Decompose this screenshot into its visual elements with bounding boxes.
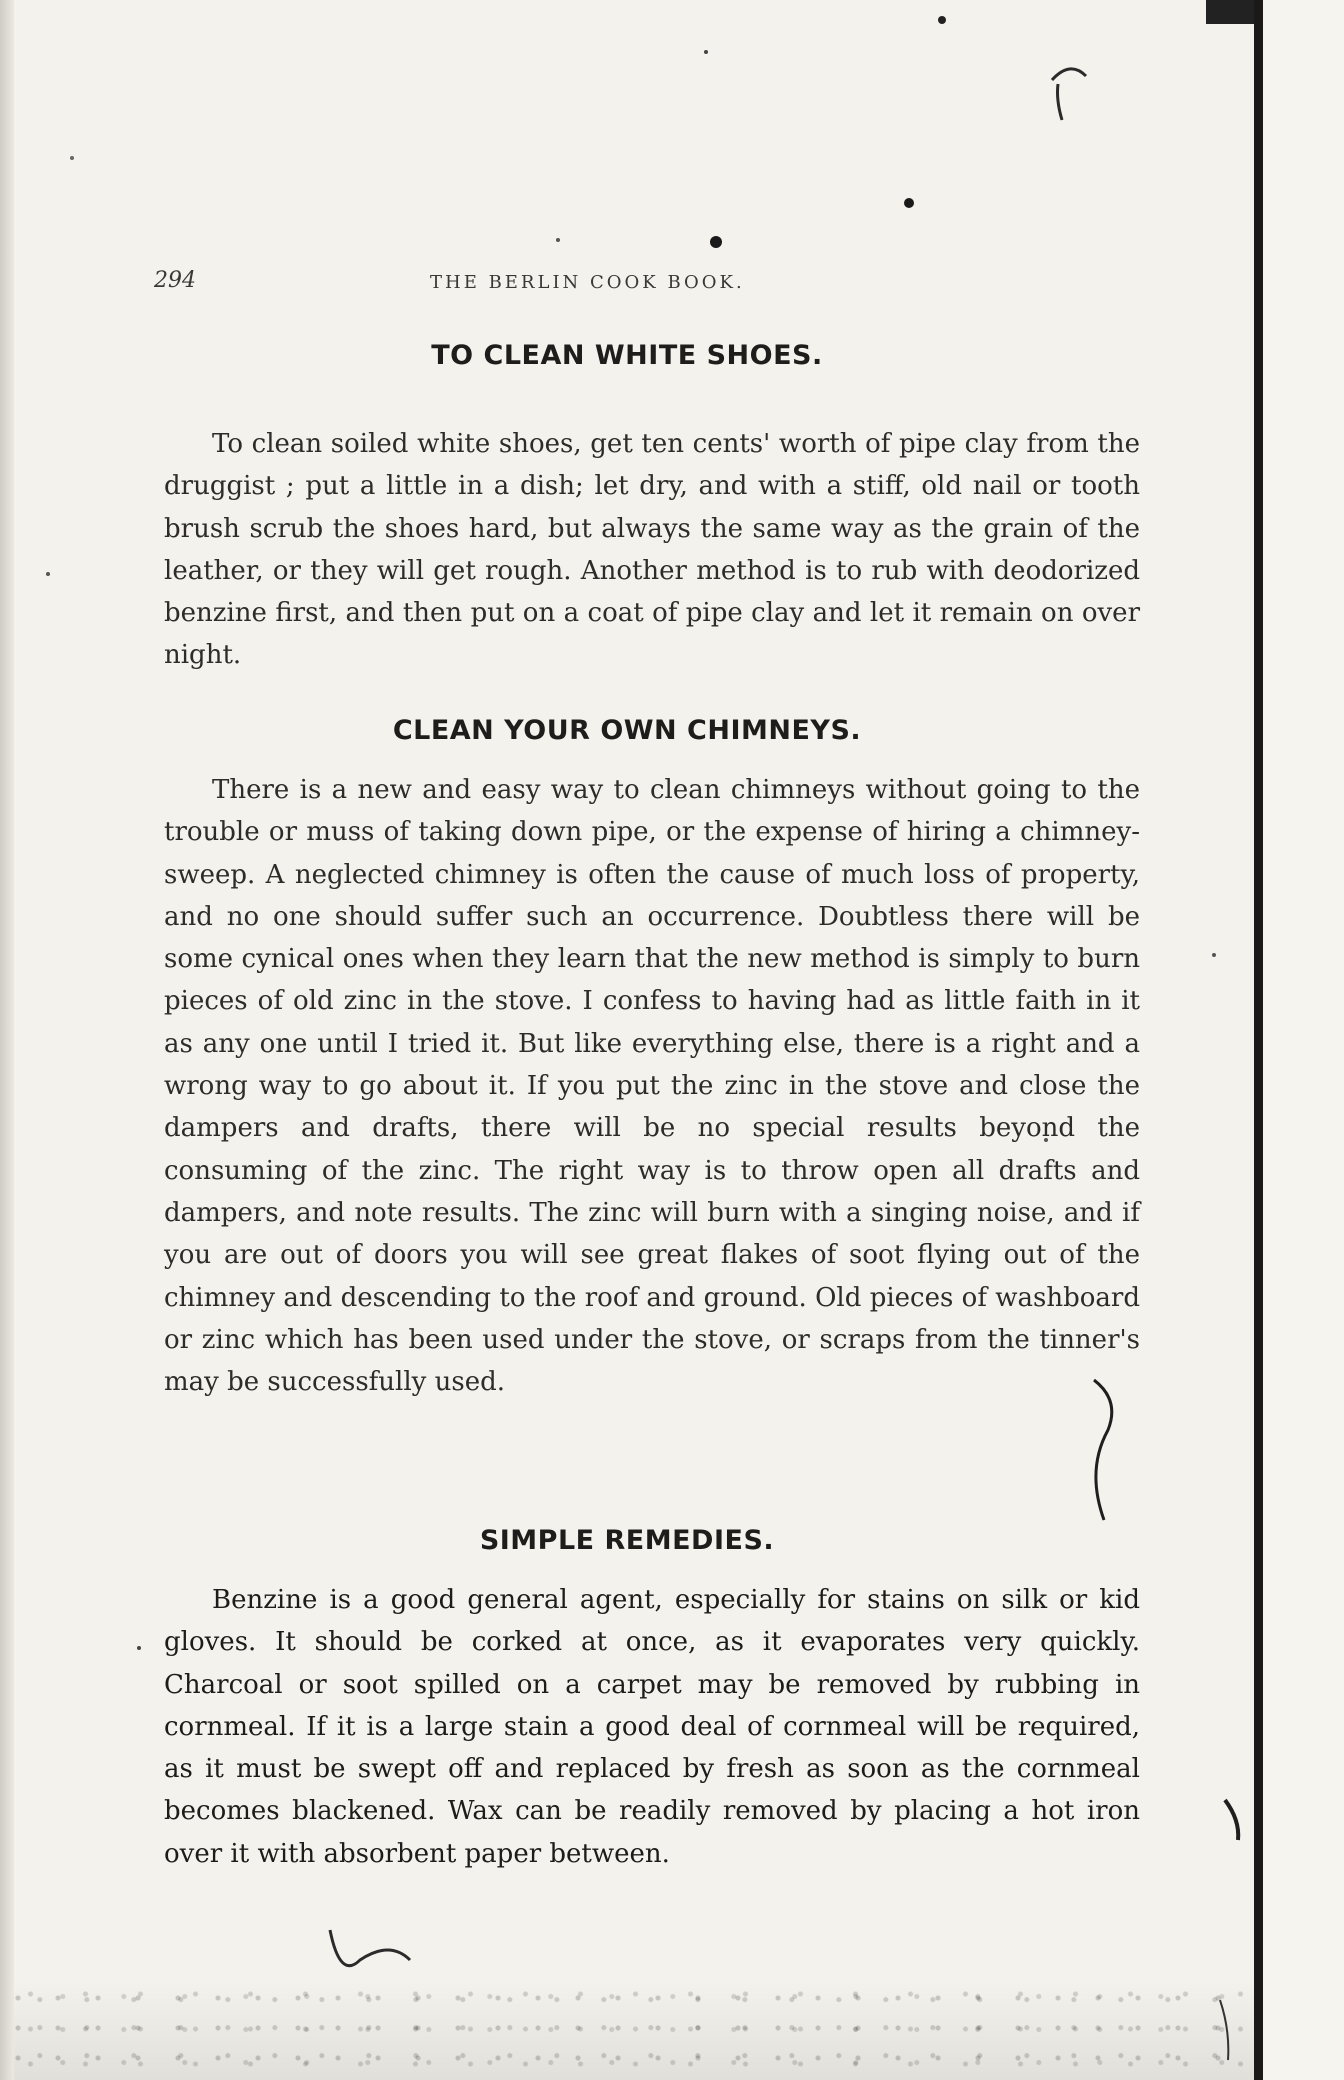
- page-header: [150, 268, 1150, 304]
- section-title-simple-remedies: SIMPLE REMEDIES.: [479, 1525, 775, 1556]
- page-number: 294: [154, 268, 196, 293]
- section-body-chimneys: There is a new and easy way to clean chimneys without going to the trouble or muss of taking down pipe, or the expense of hiring a chimney-sweep. A neglected chimney is often the cause of much loss of property, and no one should suffer such an occurrence. Doubtless there will be some cynical ones when they learn that the new method is simply to burn pieces of old zinc in the stove. I confess to having had as little faith in it as any one until I tried it. But like everything else, there is a right and a wrong way to go about it. If you put the zinc in the stove and close the dampers and drafts, there will be no special results beyond the consuming of the zinc. The right way is to throw open all drafts and dampers, and note results. The zinc will burn with a singing noise, and if you are out of doors you will see great flakes of soot flying out of the chimney and descending to the roof and ground. Old pieces of washboard or zinc which has been used under the stove, or scraps from the tinner's may be successfully used.: [164, 775, 1140, 1398]
- section-body-simple-remedies: Benzine is a good general agent, especially for stains on silk or kid gloves. It should be corked at once, as it evaporates very quickly. Charcoal or soot spilled on a carpet may be removed by rubbing in cornmeal. If it is a large stain a good deal of cornmeal will be required, as it must be swept off and replaced by fresh as soon as the cornmeal becomes blackened. Wax can be readily removed by placing a hot iron over it with absorbent paper between.: [164, 1585, 1140, 1869]
- section-title-chimneys: CLEAN YOUR OWN CHIMNEYS.: [392, 715, 862, 746]
- adjacent-page-edge: [1263, 0, 1344, 2080]
- section-body-white-shoes: To clean soiled white shoes, get ten cents' worth of pipe clay from the druggist ; put a little in a dish; let dry, and with a stiff, old nail or tooth brush scrub the shoes hard, but always the same way as the grain of the leather, or they will get rough. Another method is to rub with deodorized benzine first, and then put on a coat of pipe clay and let it remain on over night.: [164, 429, 1140, 671]
- page-gutter-line: [1254, 0, 1263, 2080]
- running-head: THE BERLIN COOK BOOK.: [430, 272, 745, 293]
- section-title-white-shoes: TO CLEAN WHITE SHOES.: [431, 340, 823, 371]
